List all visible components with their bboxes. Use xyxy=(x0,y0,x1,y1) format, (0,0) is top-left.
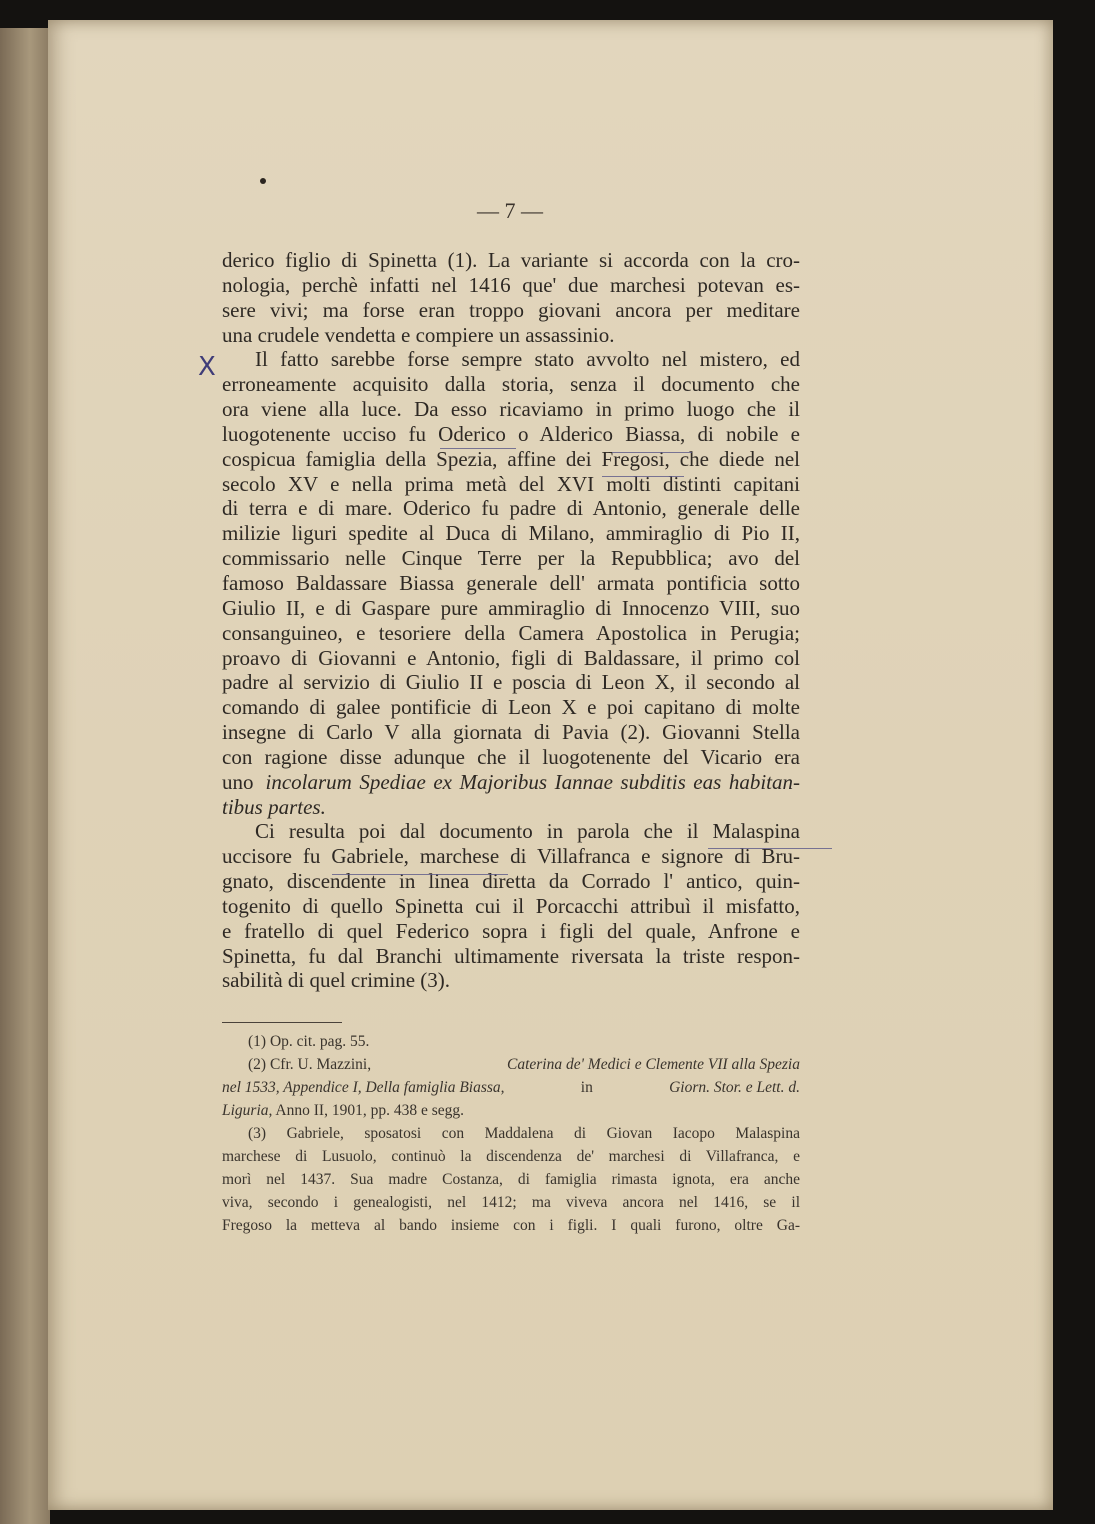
text-line: ora viene alla luce. Da esso ricaviamo in primo luogo che il xyxy=(222,397,800,422)
footnote-3-line: Fregoso la metteva al bando insieme con i figli. I quali furono, oltre Ga- xyxy=(222,1217,800,1234)
pencil-underline xyxy=(612,452,692,453)
text-line: luogotenente ucciso fu Oderico o Alderico Biassa, di nobile e xyxy=(222,421,800,446)
page-number: — 7 — xyxy=(477,198,543,223)
text-line: nologia, perchè infatti nel 1416 que' due marchesi potevan es- xyxy=(222,272,800,297)
footnote-journal: Liguria, xyxy=(222,1102,273,1119)
text-line: comando di galee pontificie di Leon X e poi capitano di molte xyxy=(222,695,800,720)
ink-dot xyxy=(260,178,266,184)
latin-quote: tibus partes. xyxy=(222,794,326,819)
text-line: togenito di quello Spinetta cui il Porcacchi attribuì il misfatto, xyxy=(222,893,800,918)
text-line: famoso Baldassare Biassa generale dell' armata pontificia sotto xyxy=(222,570,800,595)
text-line: milizie liguri spedite al Duca di Milano, ammiraglio di Pio II, xyxy=(222,521,800,546)
text-line: di terra e di mare. Oderico fu padre di Antonio, generale delle xyxy=(222,496,800,521)
text-line: commissario nelle Cinque Terre per la Repubblica; avo del xyxy=(222,546,800,571)
text-line: gnato, discendente in linea diretta da Corrado l' antico, quin- xyxy=(222,869,800,894)
footnote-text: (2) Cfr. U. Mazzini, xyxy=(248,1056,372,1073)
footnote-1: (1) Op. cit. pag. 55. xyxy=(248,1033,370,1050)
text-fragment: uno xyxy=(222,769,254,794)
text-line: Spinetta, fu dal Branchi ultimamente riversata la triste respon- xyxy=(222,943,800,968)
text-line: sabilità di quel crimine (3). xyxy=(222,968,451,993)
text-line: cospicua famiglia della Spezia, affine dei Fregosi, che diede nel xyxy=(222,446,800,471)
adjacent-page-edge xyxy=(0,28,50,1524)
pencil-underline xyxy=(440,448,516,449)
footnote-2-cont xyxy=(222,1076,800,1099)
footnote-2 xyxy=(222,1053,800,1076)
footnote-text: Anno II, 1901, pp. 438 e segg. xyxy=(275,1102,464,1119)
text-line: uccisore fu Gabriele, marchese di Villafranca e signore di Bru- xyxy=(222,844,800,869)
margin-x-mark: X xyxy=(198,352,216,382)
footnote-3-line: morì nel 1437. Sua madre Costanza, di famiglia rimasta ignota, era anche xyxy=(222,1171,800,1188)
text-line: con ragione disse adunque che il luogotenente del Vicario era xyxy=(222,744,800,769)
text-line: padre al servizio di Giulio II e poscia di Leon X, il secondo al xyxy=(222,670,800,695)
text-line xyxy=(222,770,800,795)
text-line: Giulio II, e di Gaspare pure ammiraglio di Innocenzo VIII, suo xyxy=(222,595,800,620)
footnote-title: Caterina de' Medici e Clemente VII alla Spezia xyxy=(506,1056,800,1073)
pencil-underline xyxy=(708,848,832,849)
footnote-3-line: viva, secondo i genealogisti, nel 1412; ma viveva ancora nel 1416, se il xyxy=(222,1194,800,1211)
pencil-underline xyxy=(602,476,684,477)
text-line: secolo XV e nella prima metà del XVI molti distinti capitani xyxy=(222,471,800,496)
text-line: Ci resulta poi dal documento in parola che il Malaspina xyxy=(255,819,800,844)
footnotes xyxy=(222,1030,800,1237)
text-line: e fratello di quel Federico sopra i figli del quale, Anfrone e xyxy=(222,918,800,943)
pencil-underline xyxy=(332,874,508,875)
text-line: consanguineo, e tesoriere della Camera Apostolica in Perugia; xyxy=(222,620,800,645)
footnote-3: (3) Gabriele, sposatosi con Maddalena di Giovan Iacopo Malaspina xyxy=(248,1125,800,1142)
footnote-journal: Giorn. Stor. e Lett. d. xyxy=(669,1079,800,1096)
text-line: erroneamente acquisito dalla storia, senza il documento che xyxy=(222,372,800,397)
text-line: derico figlio di Spinetta (1). La variante si accorda con la cro- xyxy=(222,248,800,272)
footnote-title: nel 1533, Appendice I, Della famiglia Biassa, xyxy=(222,1079,505,1096)
text-line: proavo di Giovanni e Antonio, figli di Baldassare, il primo col xyxy=(222,645,800,670)
text-line: sere vivi; ma forse eran troppo giovani ancora per meditare xyxy=(222,297,800,322)
footnote-text: in xyxy=(580,1079,593,1096)
footnote-3-line: marchese di Lusuolo, continuò la discendenza de' marchesi di Villafranca, e xyxy=(222,1148,800,1165)
footnote-rule xyxy=(222,1022,342,1023)
text-line: insegne di Carlo V alla giornata di Pavia (2). Giovanni Stella xyxy=(222,720,800,745)
text-line: una crudele vendetta e compiere un assassinio. xyxy=(222,322,615,347)
latin-quote: incolarum Spediae ex Majoribus Iannae subditis eas habitan- xyxy=(265,769,800,794)
body-text xyxy=(222,248,800,993)
footnote-2-end xyxy=(222,1099,800,1122)
text-line: Il fatto sarebbe forse sempre stato avvolto nel mistero, ed xyxy=(255,347,800,372)
